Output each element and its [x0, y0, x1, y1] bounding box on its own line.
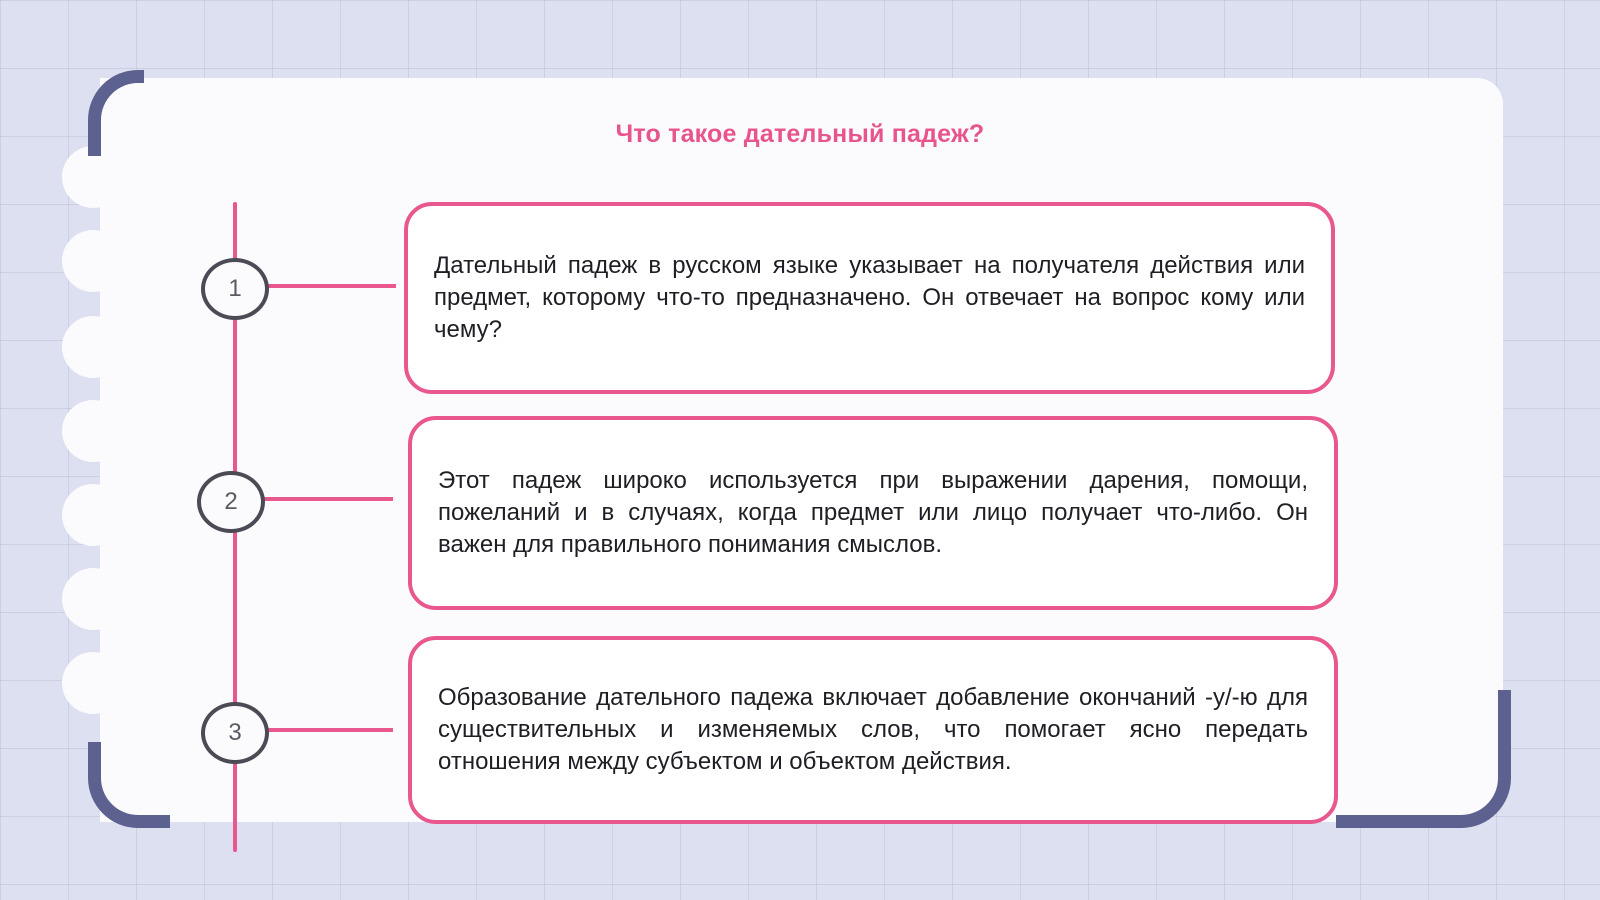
scallop-edge [62, 400, 124, 462]
scallop-edge [62, 316, 124, 378]
step-number-1: 1 [201, 258, 269, 320]
step-text-3: Образование дательного падежа включает добавление окончаний -у/-ю для существительных и изменяемых слов, что помогает ясно передать отношения между субъектом и объектом действия. [438, 684, 1308, 775]
step-text-1: Дательный падеж в русском языке указывает на получателя действия или предмет, которому что-то предназначено. Он отвечает на вопрос кому или чему? [434, 252, 1305, 343]
step-card-2 [408, 416, 1338, 610]
step-connector-1 [268, 284, 396, 288]
scallop-edge [62, 230, 124, 292]
step-card-3 [408, 636, 1338, 824]
step-number-2: 2 [197, 471, 265, 533]
corner-bracket-bottom-right [1336, 690, 1511, 828]
slide-title: Что такое дательный падеж? [615, 120, 985, 148]
scallop-edge [62, 568, 124, 630]
step-card-1 [404, 202, 1335, 394]
step-number-3: 3 [201, 702, 269, 764]
step-text-2: Этот падеж широко используется при выражении дарения, помощи, пожеланий и в случаях, когда предмет или лицо получает что-либо. Он важен для правильного понимания смыслов. [438, 467, 1308, 558]
step-connector-3 [268, 728, 393, 732]
scallop-edge [62, 484, 124, 546]
scallop-edge [62, 652, 124, 714]
step-connector-2 [264, 497, 393, 501]
